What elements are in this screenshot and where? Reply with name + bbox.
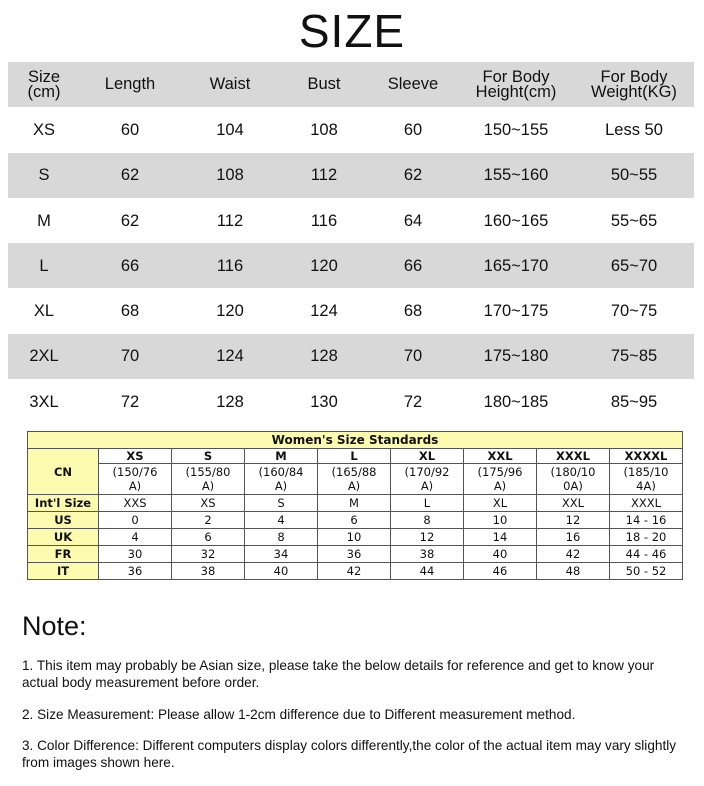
size-value: 116 [310,211,338,230]
women-table-cell: 10 [464,512,537,529]
size-label: 3XL [29,392,59,411]
women-size-label: L [318,449,391,464]
size-value: 108 [310,120,338,139]
size-value: 124 [310,302,338,321]
womens-table-title: Women's Size Standards [28,432,683,449]
size-table-row [8,153,694,198]
cn-code: (160/84 A) [245,464,318,495]
size-value: 68 [403,302,423,321]
women-table-cell: 12 [391,529,464,546]
women-table-cell: 10 [318,529,391,546]
women-table-cell: 4 [245,512,318,529]
size-label: L [39,256,49,275]
size-value: 180~185 [483,392,549,411]
size-value: 112 [216,211,244,230]
header-size: Size (cm) [27,67,61,101]
header-length: Length [104,75,156,94]
size-value: 175~180 [483,347,549,366]
women-table-row [28,529,683,546]
size-label: M [37,211,51,230]
note-item: 2. Size Measurement: Please allow 1-2cm difference due to Different measurement method. [22,707,576,722]
size-value: 75~85 [610,347,658,366]
women-table-cell: M [318,495,391,512]
women-table-cell: 8 [391,512,464,529]
women-table-cell: XXS [99,495,172,512]
women-size-label: XL [391,449,464,464]
page-title: SIZE [298,5,406,57]
size-value: 128 [216,392,244,411]
women-table-cell: 38 [391,546,464,563]
size-value: 116 [216,256,244,275]
size-value: 108 [216,166,244,185]
size-label: S [38,166,50,185]
size-table-row [8,288,694,333]
cn-code: (165/88 A) [318,464,391,495]
women-table-row [28,563,683,580]
note-item: 1. This item may probably be Asian size, please take the below details for reference and get to know your actual body measurement before order. [22,658,655,690]
size-value: 60 [120,120,140,139]
size-value: 65~70 [610,256,658,275]
size-value: 104 [216,120,244,139]
women-table-cell: 18 - 20 [610,529,683,546]
size-value: 70~75 [610,302,658,321]
women-size-label: XXXL [537,449,610,464]
header-body-height: For Body Height(cm) [475,67,557,101]
women-table-cell: 4 [99,529,172,546]
women-table-cell: 2 [172,512,245,529]
size-value: 155~160 [483,166,549,185]
size-value: 124 [216,347,244,366]
women-size-label: S [172,449,245,464]
women-table-row [28,512,683,529]
cn-code: (180/10 0A) [537,464,610,495]
size-table-header [8,62,694,107]
women-table-cell: 36 [318,546,391,563]
row-label: US [28,512,99,529]
women-table-cell: 44 [391,563,464,580]
size-value: 70 [403,347,423,366]
women-table-cell: 12 [537,512,610,529]
size-value: 170~175 [483,302,549,321]
size-label: XS [32,120,55,139]
women-table-cell: S [245,495,318,512]
size-value: 55~65 [610,211,658,230]
women-table-cell: 0 [99,512,172,529]
size-value: 60 [403,120,423,139]
women-table-row [28,495,683,512]
size-label: 2XL [29,347,59,366]
size-value: Less 50 [605,120,663,139]
cn-label: CN [28,449,99,495]
size-table-row [8,198,694,243]
women-table-cell: 30 [99,546,172,563]
size-value: 150~155 [483,120,549,139]
women-table-cell: 42 [537,546,610,563]
note-title: Note: [22,611,87,641]
women-table-cell: 44 - 46 [610,546,683,563]
women-table-cell: XXXL [610,495,683,512]
row-label: FR [28,546,99,563]
women-table-cell: 42 [318,563,391,580]
women-size-label: XS [99,449,172,464]
women-table-cell: L [391,495,464,512]
row-label: UK [28,529,99,546]
size-table-row [8,379,694,424]
size-value: 50~55 [610,166,658,185]
size-table-row [8,334,694,379]
size-value: 112 [310,166,338,185]
size-value: 72 [120,392,140,411]
women-size-label: XXXXL [610,449,683,464]
size-label: XL [33,302,55,321]
women-table-cell: 14 [464,529,537,546]
size-value: 66 [403,256,423,275]
women-table-cell: 32 [172,546,245,563]
row-label: Int'l Size [28,495,99,512]
cn-code: (170/92 A) [391,464,464,495]
women-table-cell: 48 [537,563,610,580]
size-value: 120 [216,302,244,321]
size-value: 160~165 [483,211,549,230]
women-size-label: XXL [464,449,537,464]
note-item: 3. Color Difference: Different computers display colors differently,the color of the actual item may vary slightly from images shown here. [22,738,677,770]
cn-code: (155/80 A) [172,464,245,495]
women-table-cell: 46 [464,563,537,580]
cn-code: (175/96 A) [464,464,537,495]
women-table-cell: 8 [245,529,318,546]
women-table-cell: XL [464,495,537,512]
women-table-cell: 6 [172,529,245,546]
women-table-cell: XXL [537,495,610,512]
women-size-label: M [245,449,318,464]
size-value: 62 [120,166,140,185]
size-table [8,62,694,424]
women-table-cell: 36 [99,563,172,580]
size-value: 62 [120,211,140,230]
size-value: 120 [310,256,338,275]
women-table-cell: 40 [464,546,537,563]
size-table-row [8,107,694,152]
women-table-row [28,546,683,563]
women-table-cell: 6 [318,512,391,529]
header-waist: Waist [209,75,251,94]
header-sleeve: Sleeve [387,75,439,94]
size-value: 70 [120,347,140,366]
women-table-cell: XS [172,495,245,512]
size-value: 64 [403,211,423,230]
cn-code: (185/10 4A) [610,464,683,495]
size-value: 66 [120,256,140,275]
size-value: 85~95 [610,392,658,411]
row-label: IT [28,563,99,580]
women-table-cell: 14 - 16 [610,512,683,529]
women-table-cell: 40 [245,563,318,580]
women-table-cell: 38 [172,563,245,580]
cn-code: (150/76 A) [99,464,172,495]
size-value: 62 [403,166,423,185]
size-value: 130 [310,392,338,411]
header-bust: Bust [307,75,341,94]
size-table-row [8,243,694,288]
size-value: 72 [403,392,423,411]
size-value: 128 [310,347,338,366]
women-table-cell: 16 [537,529,610,546]
header-body-weight: For Body Weight(KG) [591,67,677,101]
size-value: 165~170 [483,256,549,275]
women-table-cell: 34 [245,546,318,563]
womens-size-standards-table [27,431,683,580]
size-value: 68 [120,302,140,321]
women-table-cell: 50 - 52 [610,563,683,580]
